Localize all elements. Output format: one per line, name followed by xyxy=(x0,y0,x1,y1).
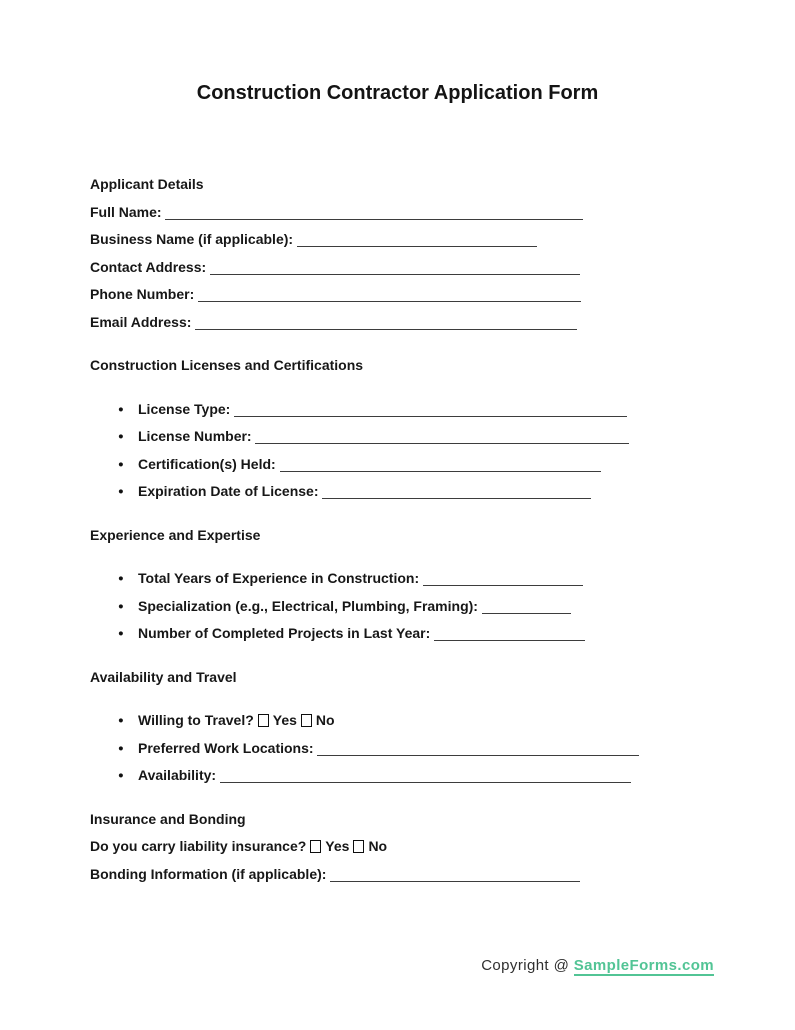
license-number-blank-line xyxy=(255,443,629,444)
section-applicant-details xyxy=(90,171,710,336)
license-expiration-row xyxy=(90,478,710,506)
insurance-yes-label: Yes xyxy=(325,838,350,854)
certifications-held-label: Certification(s) Held: xyxy=(138,455,276,472)
licenses-heading: Construction Licenses and Certifications xyxy=(90,357,364,373)
experience-heading-block xyxy=(90,522,710,550)
phone-number-label: Phone Number: xyxy=(90,286,195,302)
availability-heading: Availability and Travel xyxy=(90,668,237,685)
page-footer xyxy=(481,957,714,974)
willing-to-travel-label: Willing to Travel? xyxy=(138,712,254,728)
liability-insurance-label: Do you carry liability insurance? xyxy=(90,838,307,854)
travel-yes-checkbox xyxy=(258,714,269,727)
work-locations-row xyxy=(90,735,710,763)
license-type-blank-line xyxy=(234,416,627,417)
licenses-heading-block xyxy=(90,352,710,380)
years-experience-row xyxy=(90,565,710,593)
certifications-held-blank-line xyxy=(280,471,601,472)
license-number-label: License Number: xyxy=(138,428,252,444)
specialization-blank-line xyxy=(482,613,571,614)
contact-address-blank-line xyxy=(210,274,580,275)
email-address-blank-line xyxy=(195,329,577,330)
completed-projects-row xyxy=(90,620,710,648)
phone-number-row xyxy=(90,281,710,309)
applicant-details-heading: Applicant Details xyxy=(90,176,204,192)
insurance-yes-checkbox xyxy=(310,840,321,853)
years-experience-label: Total Years of Experience in Construction: xyxy=(138,570,420,586)
bonding-info-blank-line xyxy=(330,881,580,882)
license-number-row xyxy=(90,423,710,451)
full-name-row xyxy=(90,199,710,227)
bonding-info-row xyxy=(90,861,710,889)
bonding-info-label: Bonding Information (if applicable): xyxy=(90,865,327,882)
work-locations-blank-line xyxy=(317,755,639,756)
phone-number-blank-line xyxy=(198,301,581,302)
full-name-blank-line xyxy=(165,219,583,220)
specialization-row xyxy=(90,593,710,621)
availability-heading-block xyxy=(90,664,710,692)
work-locations-label: Preferred Work Locations: xyxy=(138,739,314,756)
contact-address-label: Contact Address: xyxy=(90,258,207,275)
footer-link[interactable]: SampleForms.com xyxy=(573,957,714,974)
liability-insurance-row xyxy=(90,833,710,861)
willing-to-travel-row xyxy=(90,707,710,735)
specialization-label: Specialization (e.g., Electrical, Plumbing, Framing): xyxy=(138,597,478,614)
email-address-label: Email Address: xyxy=(90,313,192,330)
insurance-heading: Insurance and Bonding xyxy=(90,810,246,827)
form-body xyxy=(90,171,710,888)
full-name-label: Full Name: xyxy=(90,203,162,220)
travel-no-label: No xyxy=(315,712,335,728)
certifications-held-row xyxy=(90,451,710,479)
completed-projects-label: Number of Completed Projects in Last Year: xyxy=(138,625,431,641)
availability-label: Availability: xyxy=(138,767,217,783)
insurance-no-label: No xyxy=(368,838,388,854)
contact-address-row xyxy=(90,254,710,282)
travel-yes-label: Yes xyxy=(272,712,297,728)
copyright-text: Copyright @ xyxy=(481,957,570,974)
business-name-row xyxy=(90,226,710,254)
availability-row xyxy=(90,762,710,790)
insurance-no-checkbox xyxy=(353,840,364,853)
travel-no-checkbox xyxy=(301,714,312,727)
completed-projects-blank-line xyxy=(434,640,585,641)
business-name-label: Business Name (if applicable): xyxy=(90,231,294,247)
license-type-row xyxy=(90,396,710,424)
license-type-label: License Type: xyxy=(138,400,231,417)
page-title: Construction Contractor Application Form xyxy=(196,82,599,104)
section-insurance xyxy=(90,806,710,889)
section-availability-list xyxy=(90,707,710,790)
experience-heading: Experience and Expertise xyxy=(90,526,261,543)
section-licenses-list xyxy=(90,396,710,506)
license-expiration-blank-line xyxy=(322,498,591,499)
business-name-blank-line xyxy=(297,246,537,247)
years-experience-blank-line xyxy=(423,585,583,586)
section-experience-list xyxy=(90,565,710,648)
email-address-row xyxy=(90,309,710,337)
license-expiration-label: Expiration Date of License: xyxy=(138,483,319,499)
availability-blank-line xyxy=(220,782,631,783)
